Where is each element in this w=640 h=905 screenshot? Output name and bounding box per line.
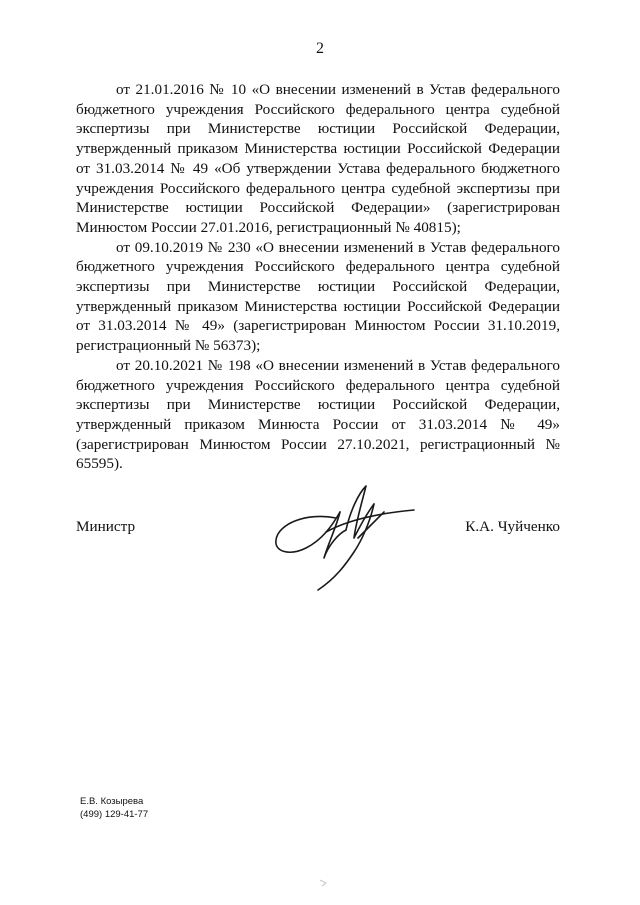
- document-body: [76, 80, 560, 474]
- executor-phone: (499) 129-41-77: [80, 809, 149, 820]
- signatory-title: Министр: [76, 518, 136, 535]
- handwritten-signature: [266, 482, 416, 594]
- page-number: 2: [316, 40, 324, 57]
- executor-info: [80, 795, 148, 821]
- signatory-name: К.А. Чуйченко: [465, 518, 560, 535]
- paragraph-amendment-2016: от 21.01.2016 № 10 «О внесении изменений в Устав федерального бюджетного учреждения Российского федерального центра судебной экспертизы при Министерстве юстиции Российской Федерации, утвержденный приказом Министерства юстиции Российской Федерации от 31.03.2014 № 49 «Об утверждении Устава федерального бюджетного учреждения Российского федерального центра судебной экспертизы при Министерстве юстиции Российской Федерации» (зарегистрирован Минюстом России 27.01.2016, регистрационный № 40815);: [76, 81, 560, 236]
- scan-artifact-mark: [318, 878, 338, 888]
- paragraph-amendment-2021: от 20.10.2021 № 198 «О внесении изменений в Устав федерального бюджетного учреждения Российского федерального центра судебной экспертизы при Министерстве юстиции Российской Федерации, утвержденный приказом Минюста России от 31.03.2014 № 49» (зарегистрирован Минюстом России 27.10.2021, регистрационный № 65595).: [76, 356, 560, 473]
- paragraph-amendment-2019: от 09.10.2019 № 230 «О внесении изменений в Устав федерального бюджетного учреждения Российского федерального центра судебной экспертизы при Министерстве юстиции Российской Федерации, утвержденный приказом Министерства юстиции Российской Федерации от 31.03.2014 № 49» (зарегистрирован Минюстом России 31.10.2019, регистрационный № 56373);: [76, 238, 560, 355]
- signature-block: [76, 512, 560, 592]
- executor-name: Е.В. Козырева: [80, 796, 144, 807]
